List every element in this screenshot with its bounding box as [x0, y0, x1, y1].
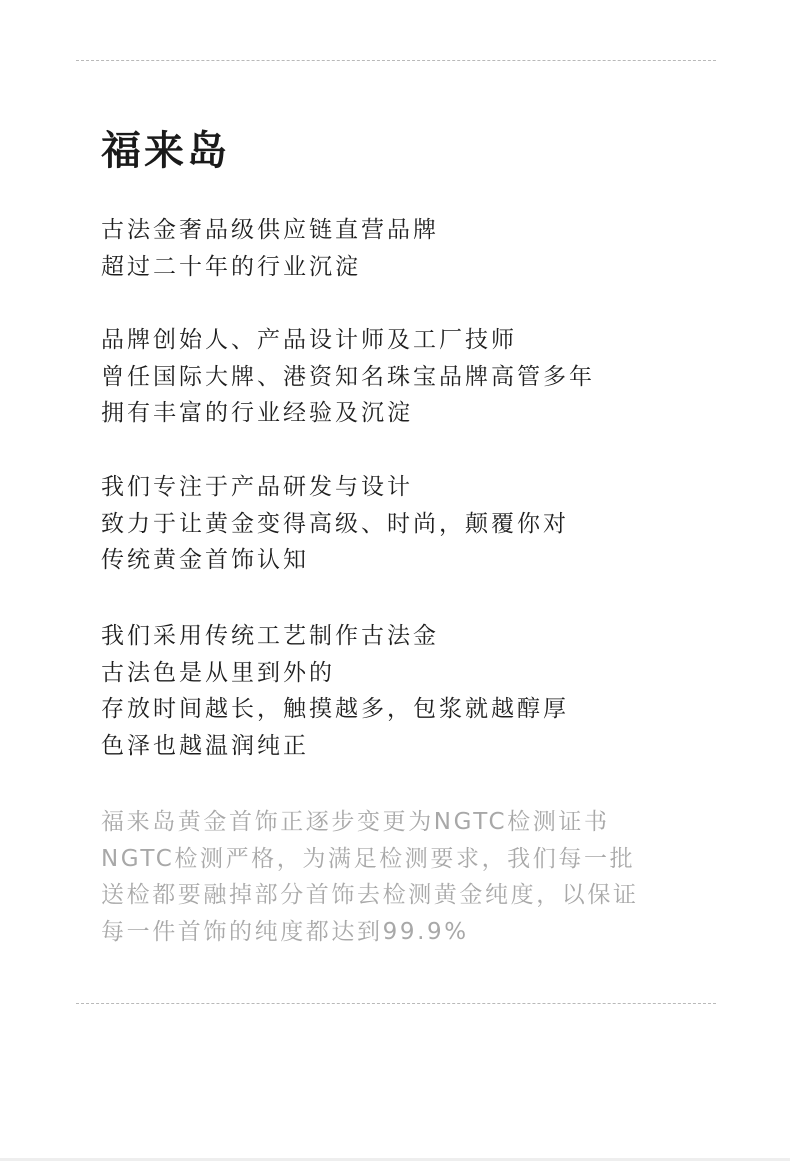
craft-paragraph [101, 618, 569, 764]
founders-line: 曾任国际大牌、港资知名珠宝品牌高管多年 [101, 363, 595, 390]
certification-note [101, 804, 639, 950]
intro-line: 古法金奢品级供应链直营品牌 [101, 217, 439, 243]
certification-note-line: NGTC检测严格，为满足检测要求，我们每一批 [101, 845, 636, 872]
intro-paragraph [101, 212, 439, 285]
brand-title: 福来岛 [101, 128, 230, 174]
craft-line: 色泽也越温润纯正 [101, 732, 309, 759]
design-line: 我们专注于产品研发与设计 [101, 474, 413, 500]
founders-paragraph [101, 322, 595, 432]
founders-line: 品牌创始人、产品设计师及工厂技师 [101, 327, 517, 353]
bottom-dashed-divider [76, 1003, 716, 1004]
design-line: 致力于让黄金变得高级、时尚，颠覆你对 [101, 510, 569, 537]
certification-note-line: 福来岛黄金首饰正逐步变更为NGTC检测证书 [101, 809, 610, 835]
top-dashed-divider [76, 60, 716, 61]
founders-line: 拥有丰富的行业经验及沉淀 [101, 400, 413, 426]
craft-line: 存放时间越长，触摸越多，包浆就越醇厚 [101, 696, 569, 722]
certification-note-line: 每一件首饰的纯度都达到99.9% [101, 918, 469, 945]
intro-line: 超过二十年的行业沉淀 [101, 253, 361, 280]
design-line: 传统黄金首饰认知 [101, 547, 309, 573]
craft-line: 古法色是从里到外的 [101, 659, 335, 686]
craft-line: 我们采用传统工艺制作古法金 [101, 623, 439, 649]
design-paragraph [101, 469, 569, 579]
certification-note-line: 送检都要融掉部分首饰去检测黄金纯度，以保证 [101, 882, 639, 908]
